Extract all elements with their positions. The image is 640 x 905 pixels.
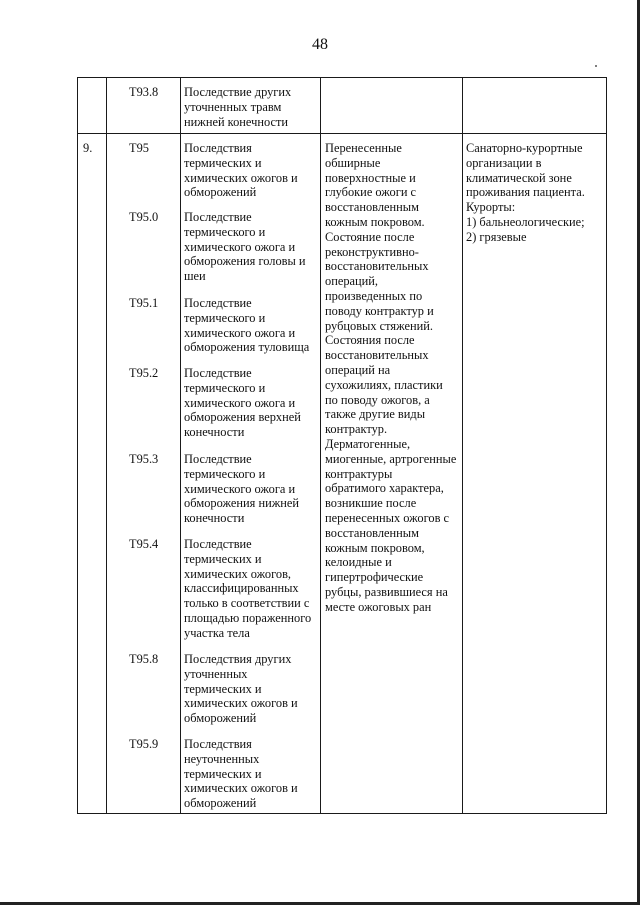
row-number: 9. — [83, 141, 93, 155]
diagnosis-code: T93.8 — [129, 85, 159, 99]
diagnosis-name: Последствие термического и химического ожога и обморожения туловища — [184, 296, 310, 355]
diagnosis-code: T95.1 — [129, 296, 159, 310]
diagnosis-code: T95.8 — [129, 652, 159, 666]
diagnosis-name: Последствие термического и химического ожога и обморожения нижней конечности — [184, 452, 300, 526]
column-divider — [320, 77, 321, 814]
diagnosis-code: T95.0 — [129, 210, 159, 224]
table-top-border — [77, 77, 607, 78]
diagnosis-name: Последствия термических и химических ожогов и обморожений — [184, 141, 298, 200]
diagnosis-name: Последствия неуточненных термических и химических ожогов и обморожений — [184, 737, 298, 811]
column-divider — [180, 77, 181, 814]
diagnosis-code: T95 — [129, 141, 149, 155]
diagnosis-name: Последствие термического и химического ожога и обморожения головы и шеи — [184, 210, 306, 284]
page-number: 48 — [312, 36, 328, 53]
resort-types: Санаторно-курортные организации в климатической зоне проживания пациента. Курорты: 1) бальнеологические; 2) грязевые — [466, 141, 585, 244]
medical-conditions: Перенесенные обширные поверхностные и глубокие ожоги с восстановленным кожным покровом. Состояние после реконструктивно- восстановительных операций, произведенных по поводу контрактур и рубцовых стяжений. Состояния после восстановительных операций на сухожилиях, пластики по поводу ожогов, а также другие виды контрактур. Дерматогенные, миогенные, артрогенные контрактуры обратимого характера, возникшие после перенесенных ожогов с восстановленным кожным покровом, келоидные и гипертрофические рубцы, развившиеся на месте ожоговых ран — [325, 141, 457, 614]
table-bottom-border — [77, 813, 607, 814]
column-divider — [106, 77, 107, 814]
diagnosis-name: Последствия других уточненных термических и химических ожогов и обморожений — [184, 652, 298, 726]
scan-speck — [595, 65, 597, 67]
diagnosis-code: T95.9 — [129, 737, 159, 751]
column-divider — [462, 77, 463, 814]
diagnosis-name: Последствие термического и химического ожога и обморожения верхней конечности — [184, 366, 301, 440]
diagnosis-name: Последствие других уточненных травм нижней конечности — [184, 85, 292, 129]
table-left-border — [77, 77, 78, 814]
diagnosis-code: T95.3 — [129, 452, 159, 466]
table-right-border — [606, 77, 607, 814]
diagnosis-code: T95.4 — [129, 537, 159, 551]
diagnosis-name: Последствие термических и химических ожогов, классифицированных только в соответствии с площадью пораженного участка тела — [184, 537, 312, 640]
diagnosis-code: T95.2 — [129, 366, 159, 380]
row-divider — [77, 133, 607, 134]
